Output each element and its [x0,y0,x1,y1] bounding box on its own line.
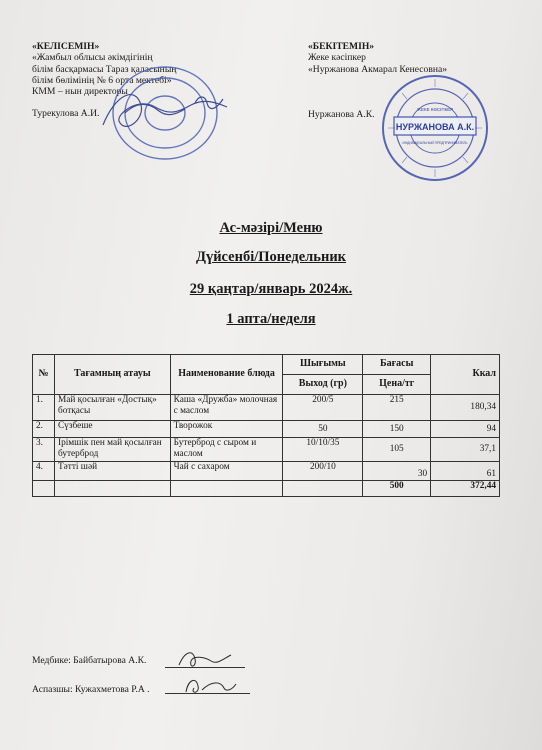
approval-right-line: Жеке кәсіпкер [308,52,366,64]
row-kcal: 37,1 [431,438,500,462]
date-title: 29 қаңтар/январь 2024ж. [189,281,353,297]
total-row [33,481,500,497]
stamp-top-text: ЖЕКЕ КӘСІПКЕР [416,107,454,112]
row-kcal: 180,34 [431,395,500,421]
medic-label: Медбике: Байбатырова А.К. [32,655,147,666]
school-stamp-and-signature [95,55,235,165]
row-num: 4. [33,462,55,481]
row-name-kz: Май қосылған «Достық» ботқасы [54,395,170,421]
empty-cell [170,481,283,497]
approval-right-line: «Нуржанова Акмарал Кенесовна» [308,63,448,75]
total-price: 500 [363,481,431,497]
cook-label: Аспазшы: Кужахметова Р.А . [32,684,150,695]
empty-cell [33,481,55,497]
header-price-kz: Бағасы [363,355,431,375]
approval-right-heading: «БЕКІТЕМІН» [308,41,375,52]
header-yield-kz: Шығымы [283,355,363,375]
row-name-kz: Тәтті шәй [54,462,170,481]
week-title: 1 апта/неделя [226,311,316,327]
header-yield-ru: Выход (гр) [283,375,363,395]
table-row [33,421,500,438]
stamp-center-text: НУРЖАНОВА А.К. [395,122,475,132]
row-price: 150 [363,421,431,438]
cook-signature [180,672,240,698]
row-price: 215 [363,395,431,421]
approval-left-line: КММ – нын директоры [32,86,128,98]
approval-left-line: «Жамбыл облысы әкімдігінің [32,52,153,64]
table-row [33,438,500,462]
row-num: 2. [33,421,55,438]
row-num: 1. [33,395,55,421]
row-num: 3. [33,438,55,462]
row-kcal: 61 [431,462,500,481]
table-row [33,462,500,481]
approval-left-line: білім бөлімінің № 6 орта мектебі» [32,74,172,86]
row-price: 105 [363,438,431,462]
row-yield: 200/5 [283,395,363,421]
table-row [33,395,500,421]
approval-right-signer: Нуржанова А.К. [308,108,375,120]
row-kcal: 94 [431,421,500,438]
total-kcal: 372,44 [431,481,500,497]
menu-title: Ас-мәзірі/Меню [219,220,323,236]
row-name-ru: Творожок [170,421,283,438]
header-num: № [33,355,55,395]
approval-left-signer: Турекулова А.И. [32,108,100,120]
row-yield: 50 [283,421,363,438]
medic-signature [175,647,235,671]
approval-left-heading: «КЕЛІСЕМІН» [32,41,100,52]
empty-cell [54,481,170,497]
approval-left-line: білім басқармасы Тараз қаласының [32,63,177,75]
entrepreneur-stamp [380,73,490,183]
header-kcal: Ккал [431,355,500,395]
row-price: 30 [363,462,431,481]
row-yield: 200/10 [283,462,363,481]
menu-table [32,354,500,497]
row-name-ru: Бутерброд с сыром и маслом [170,438,283,462]
header-name-kz: Тағамның атауы [54,355,170,395]
stamp-bottom-text: ИНДИВИДУАЛЬНЫЙ ПРЕДПРИНИМАТЕЛЬ [402,141,468,145]
day-title: Дүйсенбі/Понедельник [195,249,347,265]
header-name-ru: Наименование блюда [170,355,283,395]
row-name-kz: Сүзбеше [54,421,170,438]
row-name-ru: Чай с сахаром [170,462,283,481]
row-name-ru: Каша «Дружба» молочная с маслом [170,395,283,421]
header-price-ru: Цена/тг [363,375,431,395]
row-name-kz: Ірімшік пен май қосылған бутерброд [54,438,170,462]
empty-cell [283,481,363,497]
row-yield: 10/10/35 [283,438,363,462]
